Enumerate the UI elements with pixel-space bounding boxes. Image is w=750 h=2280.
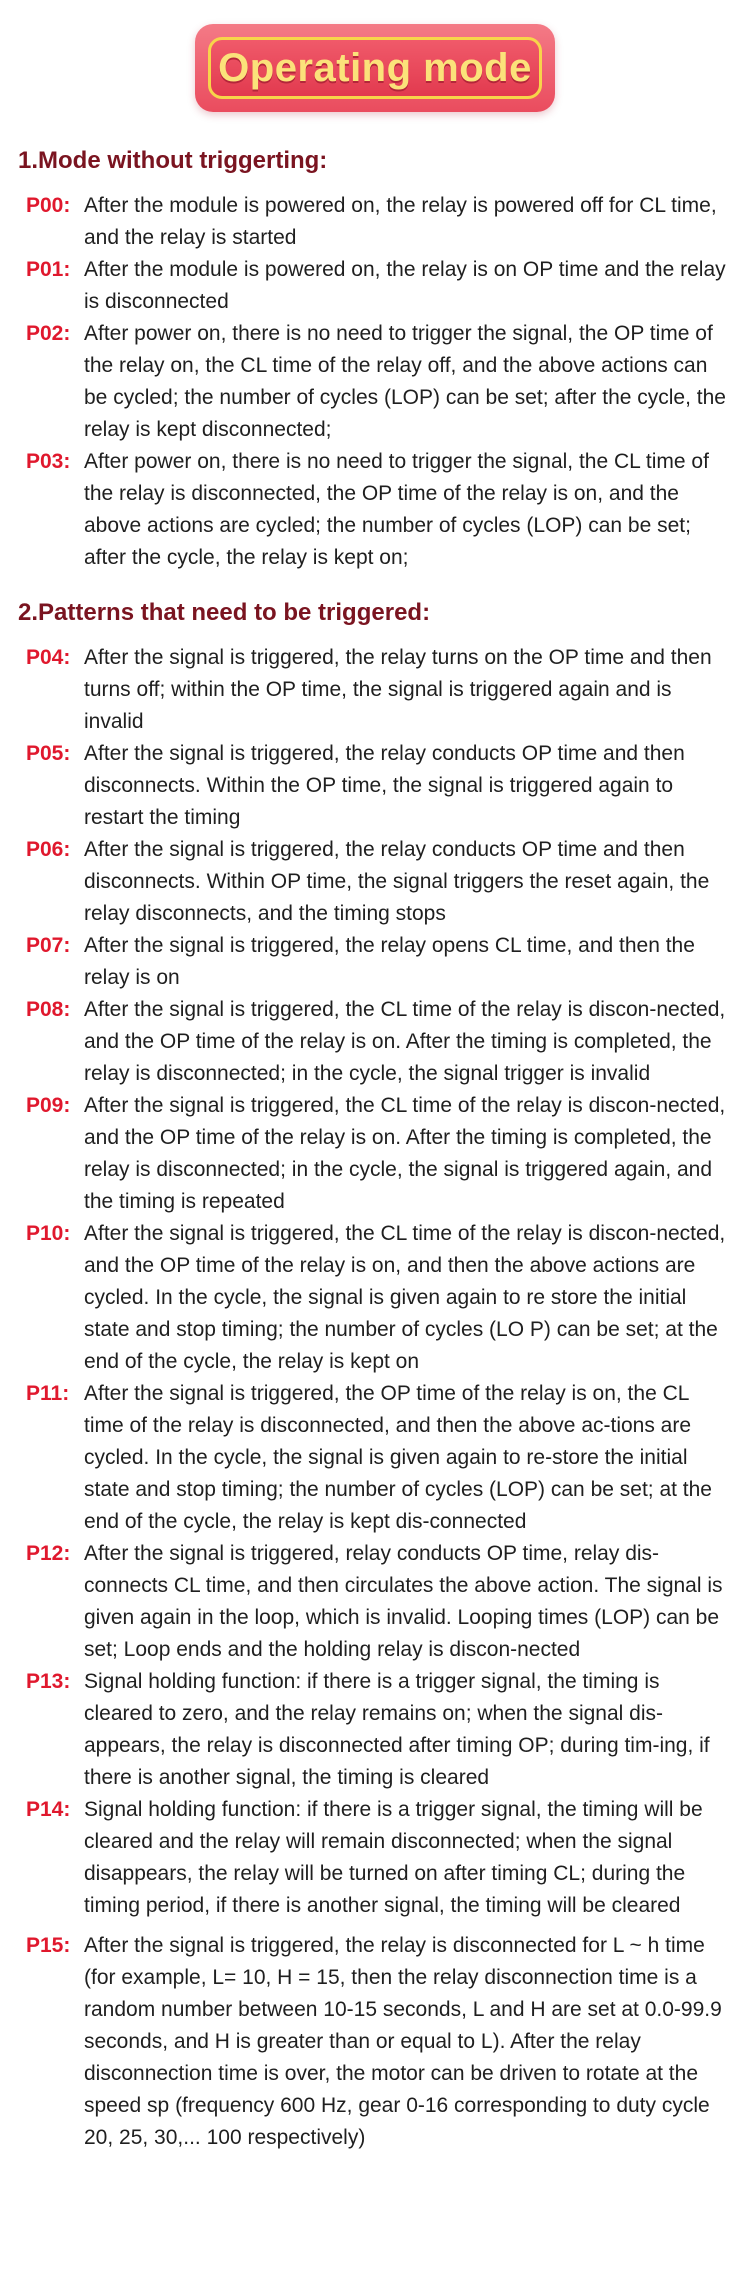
mode-description: After the signal is triggered, the relay conducts OP time and then disconnects. Within the OP time, the signal is triggered again to restart the timing — [84, 742, 685, 829]
mode-description: After the signal is triggered, the relay turns on the OP time and then turns off; within the OP time, the signal is triggered again and is invalid — [84, 646, 712, 733]
mode-description: After power on, there is no need to trigger the signal, the OP time of the relay on, the CL time of the relay off, and the above actions can be cycled; the number of cycles (LOP) can be set; after the cycle, the relay is kept disconnected; — [84, 322, 726, 441]
mode-code: P02: — [26, 322, 71, 345]
mode-item-p08 — [18, 994, 730, 1090]
mode-code: P12: — [26, 1542, 71, 1565]
header-banner-wrap — [0, 24, 750, 112]
mode-description: After power on, there is no need to trigger the signal, the CL time of the relay is disconnected, the OP time of the relay is on, and the above actions are cycled; the number of cycles (LOP) can be set; after the cycle, the relay is kept on; — [84, 450, 709, 569]
section-title-no-trigger: 1.Mode without triggerting: — [18, 147, 328, 174]
mode-description: After the signal is triggered, the relay conducts OP time and then disconnects. Within OP time, the signal triggers the reset again, the relay disconnects, and the timing stops — [84, 838, 710, 925]
mode-description: After the module is powered on, the relay is powered off for CL time, and the relay is started — [84, 194, 717, 249]
header-banner — [195, 24, 555, 112]
mode-item-p03 — [18, 446, 730, 574]
mode-code: P00: — [26, 194, 71, 217]
mode-code: P04: — [26, 646, 71, 669]
mode-code: P05: — [26, 742, 71, 765]
mode-description: Signal holding function: if there is a trigger signal, the timing will be cleared and the relay will remain disconnected; when the signal disappears, the relay will be turned on after timing CL; during the timing period, if there is another signal, the timing will be cleared — [84, 1798, 703, 1917]
mode-item-p10 — [18, 1218, 730, 1378]
mode-item-p07 — [18, 930, 730, 994]
page-title: Operating mode — [218, 45, 532, 90]
mode-item-p11 — [18, 1378, 730, 1538]
mode-code: P08: — [26, 998, 71, 1021]
mode-code: P15: — [26, 1934, 71, 1957]
mode-code: P14: — [26, 1798, 71, 1821]
mode-code: P07: — [26, 934, 71, 957]
mode-item-p15 — [18, 1930, 730, 2154]
mode-item-p04 — [18, 642, 730, 738]
mode-item-p06 — [18, 834, 730, 930]
mode-description: After the module is powered on, the relay is on OP time and the relay is disconnected — [84, 258, 726, 313]
mode-code: P13: — [26, 1670, 71, 1693]
mode-description: After the signal is triggered, the CL time of the relay is discon-nected, and the OP time of the relay is on. After the timing is completed, the relay is disconnected; in the cycle, the signal is triggered again, and the timing is repeated — [84, 1094, 726, 1213]
mode-code: P09: — [26, 1094, 71, 1117]
mode-code: P10: — [26, 1222, 71, 1245]
mode-code: P06: — [26, 838, 71, 861]
mode-description: After the signal is triggered, the CL time of the relay is discon-nected, and the OP time of the relay is on. After the timing is completed, the relay is disconnected; in the cycle, the signal trigger is invalid — [84, 998, 726, 1085]
mode-description: Signal holding function: if there is a trigger signal, the timing is cleared to zero, and the relay remains on; when the signal dis-appears, the relay is disconnected after timing OP; during tim-ing, if there is another signal, the timing is cleared — [84, 1670, 710, 1789]
mode-code: P01: — [26, 258, 71, 281]
mode-description: After the signal is triggered, relay conducts OP time, relay dis-connects CL time, and then circulates the above action. The signal is given again in the loop, which is invalid. Looping times (LOP) can be set; Loop ends and the holding relay is discon-nected — [84, 1542, 723, 1661]
mode-description: After the signal is triggered, the OP time of the relay is on, the CL time of the relay is disconnected, and then the above ac-tions are cycled. In the cycle, the signal is given again to re-store the initial state and stop timing; the number of cycles (LOP) can be set; at the end of the cycle, the relay is kept dis-connected — [84, 1382, 712, 1533]
mode-item-p00 — [18, 190, 730, 254]
header-banner-inner — [208, 37, 542, 99]
section-title-triggered: 2.Patterns that need to be triggered: — [18, 599, 431, 626]
mode-item-p14 — [18, 1794, 730, 1922]
mode-item-p01 — [18, 254, 730, 318]
content — [18, 146, 730, 2154]
mode-item-p13 — [18, 1666, 730, 1794]
mode-item-p05 — [18, 738, 730, 834]
mode-description: After the signal is triggered, the relay is disconnected for L ~ h time (for example, L= 10, H = 15, then the relay disconnection time is a random number between 10-15 seconds, L and H are set at 0.0-99.9 seconds, and H is greater than or equal to L). After the relay disconnection time is over, the motor can be driven to rotate at the speed sp (frequency 600 Hz, gear 0-16 corresponding to duty cycle 20, 25, 30,... 100 respectively) — [84, 1934, 722, 2149]
mode-description: After the signal is triggered, the CL time of the relay is discon-nected, and the OP time of the relay is on, and then the above actions are cycled. In the cycle, the signal is given again to re store the initial state and stop timing; the number of cycles (LO P) can be set; at the end of the cycle, the relay is kept on — [84, 1222, 726, 1373]
mode-code: P11: — [26, 1382, 70, 1405]
mode-item-p09 — [18, 1090, 730, 1218]
mode-item-p02 — [18, 318, 730, 446]
mode-description: After the signal is triggered, the relay opens CL time, and then the relay is on — [84, 934, 695, 989]
mode-item-p12 — [18, 1538, 730, 1666]
mode-code: P03: — [26, 450, 71, 473]
